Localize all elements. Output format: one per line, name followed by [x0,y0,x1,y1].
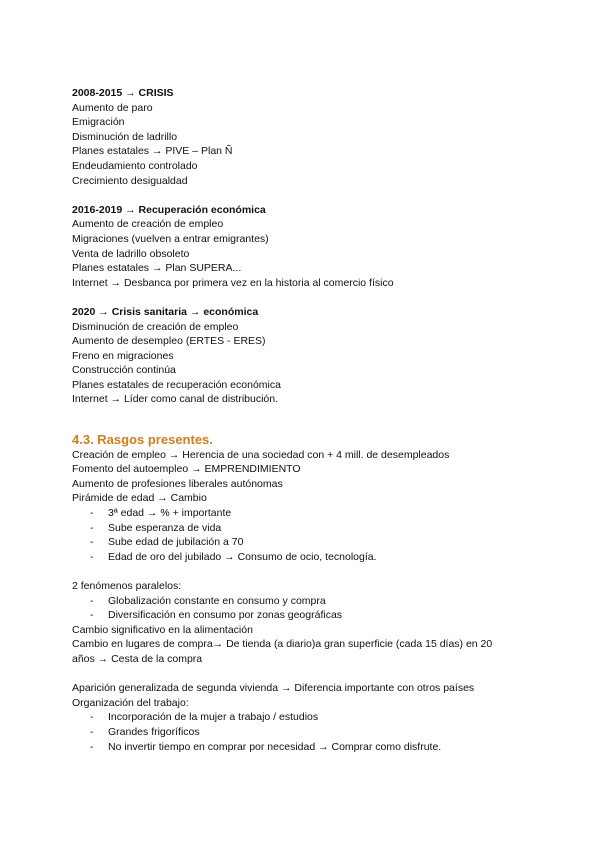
list-item: Planes estatales → PIVE – Plan Ñ [72,145,233,158]
list-item: años → Cesta de la compra [72,652,203,665]
bullet-text: Sube esperanza de vida [108,521,222,534]
bullet-text: No invertir tiempo en comprar por necesidad → Comprar como disfrute. [108,740,442,753]
list-item: Migraciones (vuelven a entrar emigrantes) [72,232,269,245]
list-item: Disminución de ladrillo [72,130,178,143]
list-item: Disminución de creación de empleo [72,320,239,333]
spacer [72,188,542,203]
bullet-text: Edad de oro del jubilado → Consumo de ocio, tecnología. [108,550,377,563]
document-content [72,86,542,754]
bullet-item [72,725,542,740]
list-item: Cambio en lugares de compra→ De tienda (a diario)a gran superficie (cada 15 días) en 20 [72,638,493,651]
list-item: Aumento de creación de empleo [72,218,224,231]
list-item: Fomento del autoempleo → EMPRENDIMIENTO [72,463,301,476]
dash-bullet: - [90,521,94,534]
list-item: Aumento de desempleo (ERTES - ERES) [72,335,266,348]
list-item: Organización del trabajo: [72,696,189,709]
bullet-item [72,550,542,565]
list-item: Aumento de paro [72,101,153,114]
bullet-item [72,740,542,755]
section-heading: 2008-2015 → CRISIS [72,87,174,99]
list-item: Aumento de profesiones liberales autónomas [72,477,283,490]
dash-bullet: - [90,594,94,607]
dash-bullet: - [90,507,94,520]
spacer [72,564,542,579]
bullet-text: Grandes frigoríficos [108,725,200,738]
dash-bullet: - [90,536,94,549]
list-item: 2 fenómenos paralelos: [72,580,182,592]
spacer [72,290,542,305]
list-item: Creación de empleo → Herencia de una sociedad con + 4 mill. de desempleados [72,448,450,461]
list-item: Planes estatales de recuperación económica [72,378,281,391]
list-item: Internet → Líder como canal de distribución. [72,393,279,406]
list-item: Cambio significativo en la alimentación [72,623,253,636]
dash-bullet: - [90,711,94,724]
bullet-text: Globalización constante en consumo y compra [108,594,326,607]
list-item: Emigración [72,116,125,129]
list-item: Venta de ladrillo obsoleto [72,247,190,260]
dash-bullet: - [90,740,94,753]
bullet-text: Sube edad de jubilación a 70 [108,536,244,549]
list-item: Endeudamiento controlado [72,159,198,172]
bullet-item [72,521,542,536]
dash-bullet: - [90,550,94,563]
bullet-item [72,608,542,623]
dash-bullet: - [90,609,94,622]
spacer [72,667,542,682]
bullet-text: Incorporación de la mujer a trabajo / estudios [108,711,319,724]
list-item: Planes estatales → Plan SUPERA... [72,262,242,275]
list-item: Internet → Desbanca por primera vez en la historia al comercio físico [72,276,394,289]
dash-bullet: - [90,725,94,738]
list-item: Construcción continúa [72,364,176,377]
list-item: Crecimiento desigualdad [72,174,188,187]
bullet-item [72,594,542,609]
bullet-item [72,710,542,725]
list-item: Aparición generalizada de segunda vivienda → Diferencia importante con otros países [72,682,475,695]
spacer [72,407,542,422]
bullet-text: 3ª edad → % + importante [108,507,232,520]
bullet-item [72,506,542,521]
section-heading: 2020 → Crisis sanitaria → económica [72,305,259,318]
list-item: Pirámide de edad → Cambio [72,492,207,505]
list-item: Freno en migraciones [72,349,174,362]
bullet-text: Diversificación en consumo por zonas geográficas [108,609,343,622]
bullet-item [72,535,542,550]
spacer [72,422,542,428]
section-heading: 2016-2019 → Recuperación económica [72,203,266,216]
section-title-rasgos: 4.3. Rasgos presentes. [72,431,213,447]
